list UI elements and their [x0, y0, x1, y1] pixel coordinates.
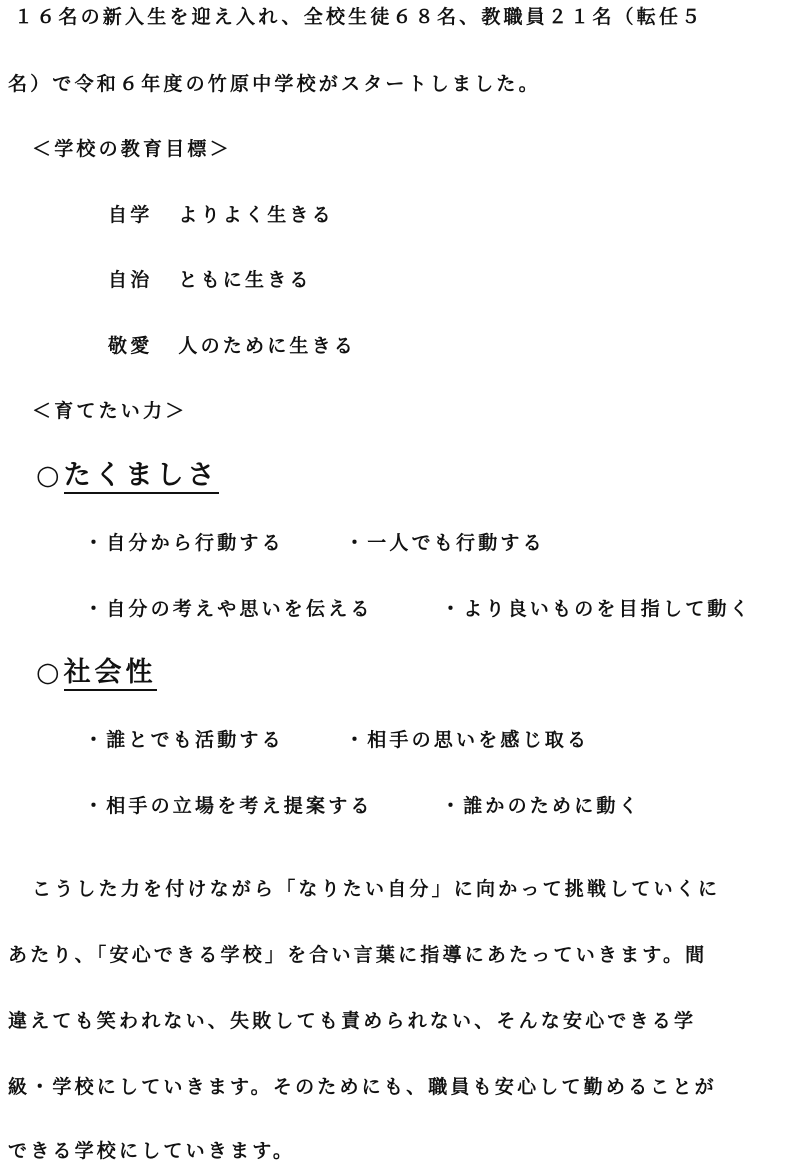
ability-point: ・自分から行動する: [84, 532, 284, 554]
goals-heading: ＜学校の教育目標＞: [32, 138, 232, 160]
closing-line-1: こうした力を付けながら「なりたい自分」に向かって挑戦していくに: [32, 878, 721, 900]
goal-item-2: [108, 267, 312, 293]
circle-marker-icon: ○: [36, 460, 64, 491]
ability-point: ・より良いものを目指して動く: [441, 598, 752, 620]
ability-point: ・相手の思いを感じ取る: [345, 729, 590, 751]
goal-term: 自治: [108, 269, 153, 291]
goal-item-1: [108, 202, 334, 228]
ability-point: ・相手の立場を考え提案する: [84, 795, 373, 817]
ability-point: ・誰かのために動く: [441, 795, 641, 817]
goal-term: 自学: [108, 204, 153, 226]
closing-line-3: 違えても笑われない、失敗しても責められない、そんな安心できる学: [8, 1010, 697, 1032]
circle-marker-icon: ○: [36, 657, 64, 688]
intro-line-2: 名）で令和６年度の竹原中学校がスタートしました。: [8, 73, 541, 95]
goal-desc: 人のために生きる: [178, 335, 357, 357]
ability-title: 社会性: [64, 657, 157, 691]
goal-desc: ともに生きる: [178, 269, 312, 291]
goal-desc: よりよく生きる: [178, 204, 334, 226]
closing-line-4: 級・学校にしていきます。そのためにも、職員も安心して勤めることが: [8, 1076, 717, 1098]
goal-item-3: [108, 333, 356, 359]
goal-term: 敬愛: [108, 335, 153, 357]
ability-point: ・一人でも行動する: [345, 532, 545, 554]
ability-heading-toughness: [36, 458, 219, 494]
abilities-heading: ＜育てたい力＞: [32, 400, 188, 422]
ability-point: ・自分の考えや思いを伝える: [84, 598, 373, 620]
closing-line-2: あたり、「安心できる学校」を合い言葉に指導にあたっていきます。間: [8, 944, 708, 966]
ability-title: たくましさ: [64, 460, 219, 494]
intro-line-1: １６名の新入生を迎え入れ、全校生徒６８名、教職員２１名（転任５: [14, 6, 704, 28]
closing-line-5: できる学校にしていきます。: [8, 1140, 296, 1162]
ability-heading-sociability: [36, 655, 157, 691]
ability-point: ・誰とでも活動する: [84, 729, 284, 751]
